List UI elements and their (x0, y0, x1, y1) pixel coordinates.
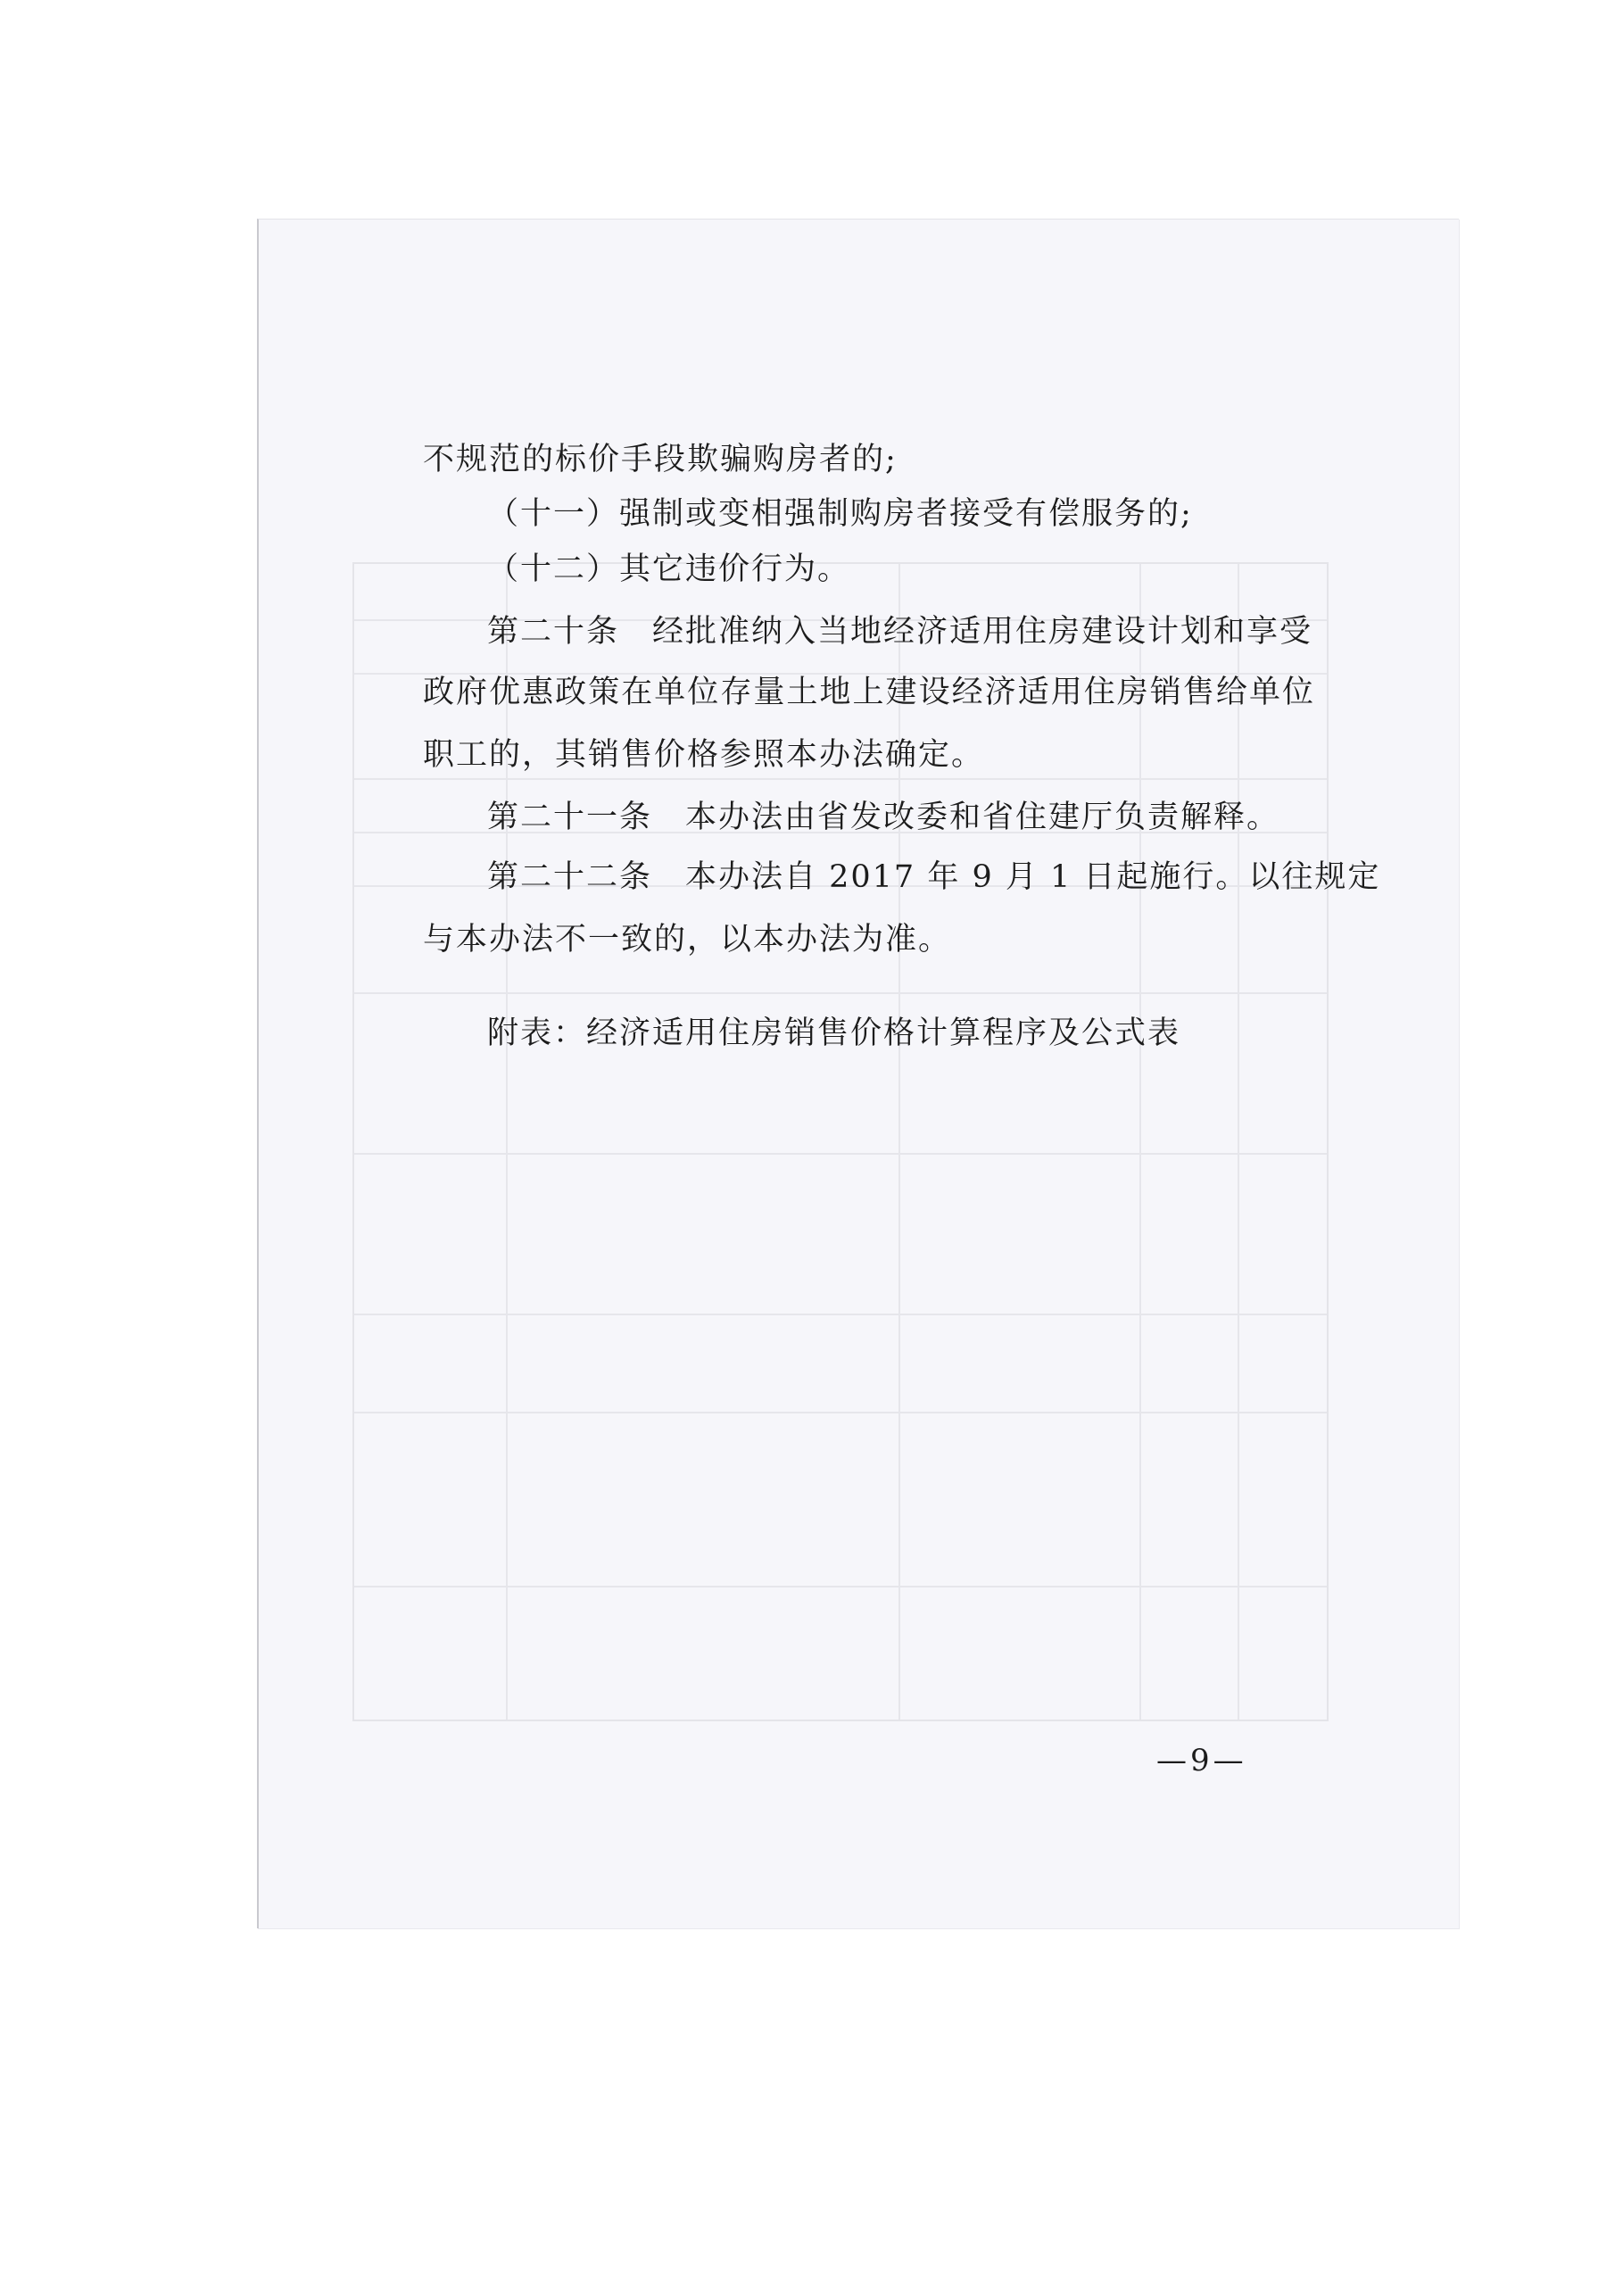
text-line-7: 第二十一条 本办法由省发改委和省住建厅负责解释。 (487, 800, 1280, 835)
text-line-5: 政府优惠政策在单位存量土地上建设经济适用住房销售给单位 (423, 675, 1315, 710)
appendix-title: 附表：经济适用住房销售价格计算程序及公式表 (487, 1015, 1181, 1051)
text-line-4: 第二十条 经批准纳入当地经济适用住房建设计划和享受 (487, 614, 1313, 650)
text-line-8: 第二十二条 本办法自 2017 年 9 月 1 日起施行。以往规定 (487, 859, 1381, 895)
text-line-9: 与本办法不一致的，以本办法为准。 (423, 922, 952, 957)
text-line-3: （十二）其它违价行为。 (487, 551, 851, 587)
page-number: —9— (1156, 1743, 1247, 1778)
text-line-1: 不规范的标价手段欺骗购房者的; (423, 442, 898, 477)
text-line-6: 职工的，其销售价格参照本办法确定。 (423, 737, 985, 773)
text-line-2: （十一）强制或变相强制购房者接受有偿服务的; (487, 496, 1193, 532)
